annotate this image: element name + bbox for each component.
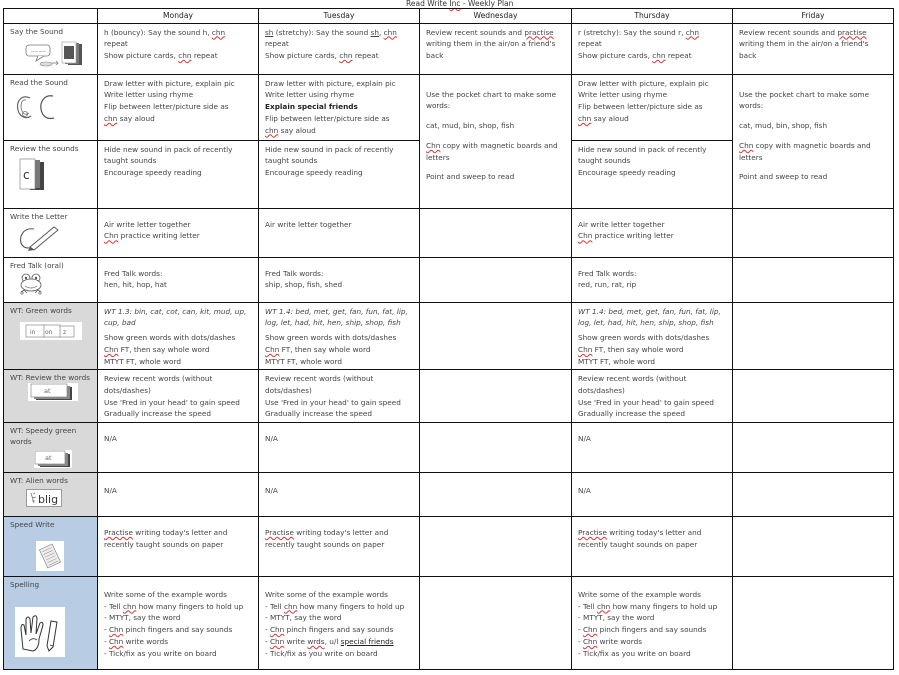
text: - Tell [104, 601, 124, 611]
text: , u/l [324, 636, 341, 646]
cell-thursday-fred-talk [572, 257, 733, 302]
cell-wednesday-speed-write [420, 517, 572, 577]
text: Draw letter with picture, explain pic [578, 78, 709, 88]
header-corner [4, 9, 98, 24]
text: Flip between letter/picture side as [104, 102, 229, 112]
text: (stretchy): Say the sound [273, 27, 371, 37]
text: - Tick/fix as you write on board [265, 648, 378, 658]
header-row [4, 9, 894, 24]
text: taught sounds [578, 156, 631, 166]
text: , [378, 27, 384, 37]
text: repeat [578, 39, 602, 49]
row-speed-write [4, 517, 894, 577]
text: Gradually increase the speed [578, 409, 685, 419]
label-review-words [4, 370, 98, 423]
text: cat, mud, bin, shop, fish [426, 121, 515, 131]
text: Encourage speedy reading [104, 168, 202, 178]
text: repeat [265, 39, 289, 49]
cell-monday-review-the-sounds [98, 140, 259, 208]
text: Point and sweep to read [739, 172, 828, 182]
text: Show green words with dots/dashes [578, 333, 710, 343]
text: write words [123, 636, 169, 646]
text: Fred Talk words: [578, 268, 637, 278]
text: Write letter using rhyme [265, 90, 355, 100]
pencil-writing-icon [16, 223, 66, 251]
cell-friday-review-words [733, 370, 894, 423]
text: Write letter using rhyme [104, 90, 194, 100]
letter-c-picture-card-icon [13, 92, 63, 122]
row-label: Say the Sound [10, 26, 64, 36]
cell-tuesday-speedy-green-words: N/A [259, 423, 420, 473]
text: write [284, 636, 308, 646]
text: Review recent words (without dots/dashes) [104, 374, 213, 395]
cell-tuesday-speed-write [259, 517, 420, 577]
label-speed-write [4, 517, 98, 577]
text: Show picture cards, [265, 51, 340, 61]
cell-friday-fred-talk [733, 257, 894, 302]
cell-thursday-speed-write [572, 517, 733, 577]
text: h (bouncy): Say the sound h, [104, 27, 212, 37]
svg-text:z: z [63, 329, 67, 337]
text: sh [265, 27, 274, 37]
cell-monday-say-the-sound [98, 23, 259, 74]
cell-monday-spelling [98, 577, 259, 670]
cell-friday-speedy-green-words [733, 423, 894, 473]
text: Use 'Fred in your head' to gain speed [578, 397, 714, 407]
text: chn [597, 601, 611, 611]
text: - Tick/fix as you write on board [578, 648, 691, 658]
text: chn [339, 51, 353, 61]
cell-thursday-spelling [572, 577, 733, 670]
text: Hide new sound in pack of recently [578, 144, 707, 154]
label-say-the-sound [4, 23, 98, 74]
cell-monday-alien-words: N/A [98, 473, 259, 517]
text: WT 1.4: bed, met, get, fan, fun, fat, lip, log, let, had, hit, hen, ship, shop, fish [578, 306, 721, 328]
text: FT, then say whole word [279, 344, 371, 354]
text: pinch fingers and say sounds [597, 625, 707, 635]
text: red, run, rat, rip [578, 280, 637, 290]
cell-thursday-review-the-sounds [572, 140, 733, 208]
text: wrds [307, 636, 325, 646]
text: Chn [265, 344, 280, 354]
cell-wednesday-spelling [420, 577, 572, 670]
row-label: Speed Write [10, 520, 55, 530]
text: practice writing letter [118, 231, 200, 241]
text: Write letter using rhyme [578, 90, 668, 100]
text: - Tell [265, 601, 285, 611]
text: sh [370, 27, 379, 37]
cell-thursday-write-the-letter [572, 208, 733, 257]
weekly-plan-table [3, 8, 894, 670]
text: Practise [104, 528, 133, 538]
row-label: Review the sounds [10, 143, 79, 153]
row-label: Write the Letter [10, 211, 68, 221]
text: - [265, 636, 270, 646]
text: chn [123, 601, 137, 611]
text: repeat [352, 51, 379, 61]
text: WT 1.4: bed, met, get, fan, fun, fat, lip, log, let, had, hit, hen, ship, shop, fish [265, 306, 408, 328]
label-read-the-sound [4, 74, 98, 140]
cell-tuesday-fred-talk [259, 257, 420, 302]
text: copy with magnetic boards and letters [426, 140, 558, 162]
lined-paper-icon [36, 541, 64, 571]
text: - MTYT, say the word [104, 613, 181, 623]
text: ship, shop, fish, shed [265, 280, 343, 290]
cell-wednesday-speedy-green-words [420, 423, 572, 473]
speech-bubble-and-picture-cards-icon [24, 41, 94, 69]
cell-friday-write-the-letter [733, 208, 894, 257]
text: MTYT FT, whole word [265, 356, 342, 366]
text: Use the pocket chart to make some words: [739, 89, 870, 111]
cell-monday-speedy-green-words: N/A [98, 423, 259, 473]
text: MTYT FT, whole word [578, 356, 655, 366]
text: Air write letter together [578, 219, 665, 229]
text: Chn [582, 625, 598, 635]
row-fred-talk [4, 257, 894, 302]
text: chn [104, 113, 118, 123]
cell-tuesday-review-words [259, 370, 420, 423]
text: FT, then say whole word [592, 344, 684, 354]
cell-wednesday-fred-talk [420, 257, 572, 302]
text: Review recent sounds and [739, 27, 838, 37]
text: WT 1.3: bin, cat, cot, can, kit, mud, up, cup, bad [104, 306, 247, 328]
text: say aloud [278, 125, 316, 135]
text: Show green words with dots/dashes [104, 333, 236, 343]
row-review-words [4, 370, 894, 423]
text: Chn [269, 625, 285, 635]
label-green-words [4, 302, 98, 370]
text: Use 'Fred in your head' to gain speed [265, 397, 401, 407]
text: hen, hit, hop, hat [104, 280, 167, 290]
text: Review recent words (without dots/dashes) [578, 374, 687, 395]
text: Flip between letter/picture side as [578, 102, 703, 112]
row-label: Spelling [10, 580, 40, 590]
text: Use 'Fred in your head' to gain speed [104, 397, 240, 407]
label-speedy-green-words [4, 423, 98, 473]
cell-monday-green-words [98, 302, 259, 370]
svg-text:~~~~: ~~~~ [31, 50, 47, 56]
label-fred-talk [4, 257, 98, 302]
hand-fingers-and-pencil-icon [15, 607, 65, 657]
document-title [406, 0, 513, 8]
text: - Tell [578, 601, 598, 611]
cell-thursday-alien-words: N/A [572, 473, 733, 517]
text: - [578, 636, 583, 646]
text: Gradually increase the speed [265, 409, 372, 419]
text: Fred Talk words: [104, 268, 163, 278]
text: copy with magnetic boards and letters [739, 140, 871, 162]
text: writing them in the air/on a friend's back [739, 39, 869, 61]
text: Draw letter with picture, explain pic [265, 78, 396, 88]
header-thursday: Thursday [572, 9, 733, 24]
text: Write some of the example words [104, 590, 227, 600]
text: chn [578, 113, 592, 123]
text: how many fingers to hold up [136, 601, 244, 611]
title-suffix: - Weekly Plan [460, 0, 514, 8]
text: Flip between letter/picture side as [265, 113, 390, 123]
header-wednesday: Wednesday [420, 9, 572, 24]
text: - MTYT, say the word [265, 613, 342, 623]
row-spelling [4, 577, 894, 670]
text: chn [383, 27, 397, 37]
svg-text:c: c [23, 168, 30, 183]
text: Review recent sounds and [426, 27, 525, 37]
word-card-pack-icon [34, 450, 72, 468]
word-card-pack-icon [28, 383, 78, 401]
cell-thursday-read-the-sound [572, 74, 733, 140]
text: - Tick/fix as you write on board [104, 648, 217, 658]
cell-monday-review-words [98, 370, 259, 423]
row-read-the-sound [4, 74, 894, 140]
svg-text:at: at [44, 386, 51, 395]
text: chn [685, 27, 700, 37]
cell-thursday-say-the-sound [572, 23, 733, 74]
row-write-the-letter [4, 208, 894, 257]
row-speedy-green-words [4, 423, 894, 473]
svg-text:on: on [45, 329, 53, 337]
text: Explain special friends [265, 102, 358, 112]
text: Show picture cards, [104, 51, 179, 61]
text: Chn [578, 344, 593, 354]
text: say aloud [591, 113, 629, 123]
text: Fred Talk words: [265, 268, 324, 278]
header-tuesday: Tuesday [259, 9, 420, 24]
text: practice writing letter [592, 231, 674, 241]
text: Chn [104, 231, 119, 241]
text: repeat [191, 51, 218, 61]
label-review-the-sounds [4, 140, 98, 208]
text: Write some of the example words [578, 590, 701, 600]
cell-friday-alien-words [733, 473, 894, 517]
text: Review recent words (without dots/dashes) [265, 374, 374, 395]
text: - MTYT, say the word [578, 613, 655, 623]
text: special friends [340, 636, 394, 646]
row-label: Fred Talk (oral) [10, 260, 64, 270]
text: Draw letter with picture, explain pic [104, 78, 235, 88]
svg-text:in: in [30, 329, 36, 337]
text: Chn [108, 636, 124, 646]
header-monday: Monday [98, 9, 259, 24]
text: Chn [582, 636, 598, 646]
text: taught sounds [104, 156, 157, 166]
cell-wednesday-say-the-sound [420, 23, 572, 74]
text: - [104, 636, 109, 646]
text: chn [178, 51, 192, 61]
frog-icon [18, 272, 44, 296]
cell-wednesday-write-the-letter [420, 208, 572, 257]
alien-word-card-icon [26, 489, 62, 507]
text: Chn [104, 344, 119, 354]
text: r (stretchy): Say the sound r, [578, 27, 686, 37]
text: Encourage speedy reading [265, 168, 363, 178]
text: practise [837, 27, 867, 37]
cell-monday-fred-talk [98, 257, 259, 302]
text: Chn [426, 140, 441, 150]
label-spelling [4, 577, 98, 670]
label-write-the-letter [4, 208, 98, 257]
cell-monday-speed-write [98, 517, 259, 577]
text: Practise [265, 528, 294, 538]
text: Chn [739, 140, 754, 150]
text: practise [524, 27, 554, 37]
text: how many fingers to hold up [610, 601, 718, 611]
title-text: Read Write [406, 0, 450, 8]
cell-wednesday-pocket-chart [420, 74, 572, 208]
cell-monday-write-the-letter [98, 208, 259, 257]
row-label: Read the Sound [10, 77, 68, 87]
cell-thursday-speedy-green-words: N/A [572, 423, 733, 473]
text: write words [597, 636, 643, 646]
text: Gradually increase the speed [104, 409, 211, 419]
cell-friday-green-words [733, 302, 894, 370]
text: Use the pocket chart to make some words: [426, 89, 557, 111]
text: Show picture cards, [578, 51, 653, 61]
text: writing today's letter and recently taught sounds on paper [265, 528, 389, 549]
text: Chn [578, 231, 593, 241]
cell-friday-spelling [733, 577, 894, 670]
cell-thursday-review-words [572, 370, 733, 423]
text: say aloud [117, 113, 155, 123]
cell-wednesday-green-words [420, 302, 572, 370]
text: Encourage speedy reading [578, 168, 676, 178]
cell-tuesday-write-the-letter [259, 208, 420, 257]
svg-text:blig: blig [38, 492, 59, 506]
row-green-words [4, 302, 894, 370]
text: chn [265, 125, 279, 135]
text: chn [284, 601, 298, 611]
row-say-the-sound [4, 23, 894, 74]
text: writing today's letter and recently taught sounds on paper [104, 528, 228, 549]
cell-thursday-green-words [572, 302, 733, 370]
text: writing them in the air/on a friend's back [426, 39, 556, 61]
text: chn [211, 27, 226, 37]
svg-text:at: at [45, 454, 52, 463]
text: cat, mud, bin, shop, fish [739, 121, 828, 131]
cell-tuesday-review-the-sounds [259, 140, 420, 208]
text: taught sounds [265, 156, 318, 166]
text: Practise [578, 528, 607, 538]
text: MTYT FT, whole word [104, 356, 181, 366]
row-alien-words [4, 473, 894, 517]
text: - [578, 625, 583, 635]
text: - [104, 625, 109, 635]
cell-tuesday-spelling [259, 577, 420, 670]
row-label: WT: Review the words [10, 373, 91, 383]
cell-friday-pocket-chart [733, 74, 894, 208]
cell-tuesday-read-the-sound [259, 74, 420, 140]
text: Show green words with dots/dashes [265, 333, 397, 343]
label-alien-words [4, 473, 98, 517]
text: Hide new sound in pack of recently [104, 144, 233, 154]
row-label: WT: Green words [10, 305, 72, 315]
text: Hide new sound in pack of recently [265, 144, 394, 154]
text: Point and sweep to read [426, 172, 515, 182]
green-word-cards-icon [20, 322, 82, 340]
cell-wednesday-alien-words [420, 473, 572, 517]
text: repeat [104, 39, 128, 49]
text: pinch fingers and say sounds [123, 625, 233, 635]
cell-wednesday-review-words [420, 370, 572, 423]
text: pinch fingers and say sounds [284, 625, 394, 635]
text: FT, then say whole word [118, 344, 210, 354]
header-friday: Friday [733, 9, 894, 24]
text: repeat [665, 51, 692, 61]
text: Chn [269, 636, 285, 646]
cell-tuesday-alien-words: N/A [259, 473, 420, 517]
letter-c-card-pack-icon [16, 158, 56, 194]
row-label: WT: Alien words [10, 476, 68, 486]
text: how many fingers to hold up [297, 601, 405, 611]
cell-friday-speed-write [733, 517, 894, 577]
text: Chn [108, 625, 124, 635]
cell-tuesday-say-the-sound [259, 23, 420, 74]
text: Air write letter together [265, 219, 352, 229]
row-label: WT: Speedy green words [10, 426, 77, 446]
cell-monday-read-the-sound [98, 74, 259, 140]
cell-tuesday-green-words [259, 302, 420, 370]
title-brand: Inc [449, 0, 461, 8]
text: chn [652, 51, 666, 61]
text: Air write letter together [104, 219, 191, 229]
text: writing today's letter and recently taught sounds on paper [578, 528, 702, 549]
cell-friday-say-the-sound [733, 23, 894, 74]
text: Write some of the example words [265, 590, 388, 600]
text: - [265, 625, 270, 635]
